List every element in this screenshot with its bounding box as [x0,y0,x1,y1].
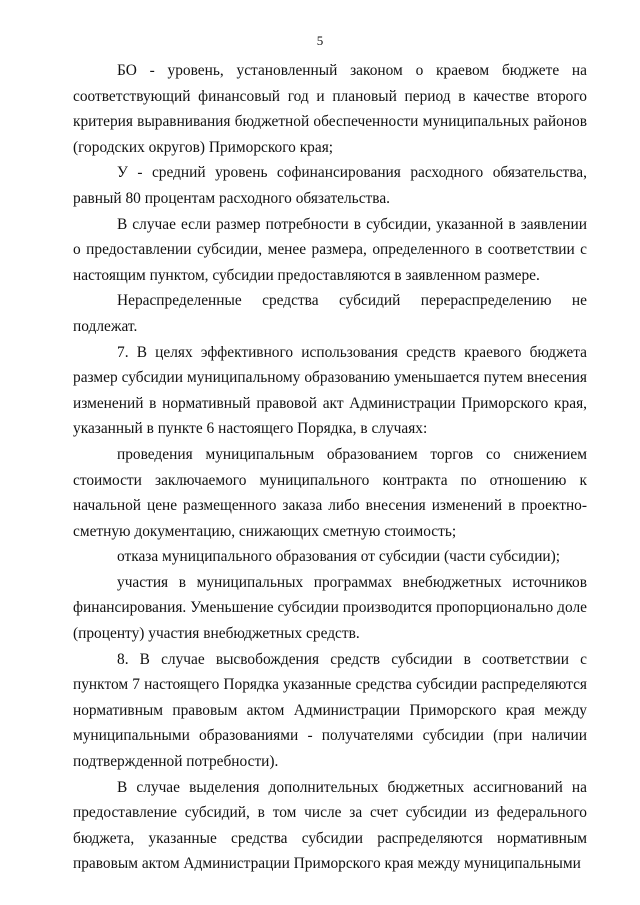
paragraph-case-refusal: отказа муниципального образования от субсидии (части субсидии); [117,548,561,566]
paragraph-clause-7: 7. В целях эффективного использования средств краевого бюджета размер субсидии муниципальному образованию уменьшается путем внесения изменений в нормативный правовой акт Администрации Приморского края, указанный в пункте 6 настоящего Порядка, в случаях: [73,343,587,438]
paragraph-additional-allocations: В случае выделения дополнительных бюджетных ассигнований на предоставление субсидий, в том числе за счет субсидии из федерального бюджета, указанные средства субсидии распределяются нормативным правовым актом Администрации Приморского края между муниципальными [73,778,587,873]
paragraph-bo-definition: БО - уровень, установленный законом о краевом бюджете на соответствующий финансовый год и плановый период в качестве второго критерия выравнивания бюджетной обеспеченности муниципальных районов (городских округов) Приморского края; [73,62,587,156]
paragraph-u-definition: У - средний уровень софинансирования расходного обязательства, равный 80 процентам расходного обязательства. [73,164,587,207]
page-number: 5 [316,33,324,48]
paragraph-case-extrabudgetary: участия в муниципальных программах внебюджетных источников финансирования. Уменьшение субсидии производится пропорционально доле (проценту) участия внебюджетных средств. [73,573,587,643]
paragraph-clause-8: 8. В случае высвобождения средств субсидии в соответствии с пунктом 7 настоящего Порядка указанные средства субсидии распределяются нормативным правовым актом Администрации Приморского края между муниципальными образованиями - получателями субсидии (при наличии подтвержденной потребности). [73,650,587,771]
paragraph-requested-amount: В случае если размер потребности в субсидии, указанной в заявлении о предоставлении субсидии, менее размера, определенного в соответствии с настоящим пунктом, субсидии предоставляются в заявленном размере. [73,215,587,284]
paragraph-undistributed-funds: Нераспределенные средства субсидий перераспределению не подлежат. [73,292,587,335]
document-body [73,58,587,877]
paragraph-case-tenders: проведения муниципальным образованием торгов со снижением стоимости заключаемого муниципального контракта по отношению к начальной цене размещенного заказа либо внесения изменений в проектно-сметную документацию, снижающих сметную стоимость; [73,445,587,540]
